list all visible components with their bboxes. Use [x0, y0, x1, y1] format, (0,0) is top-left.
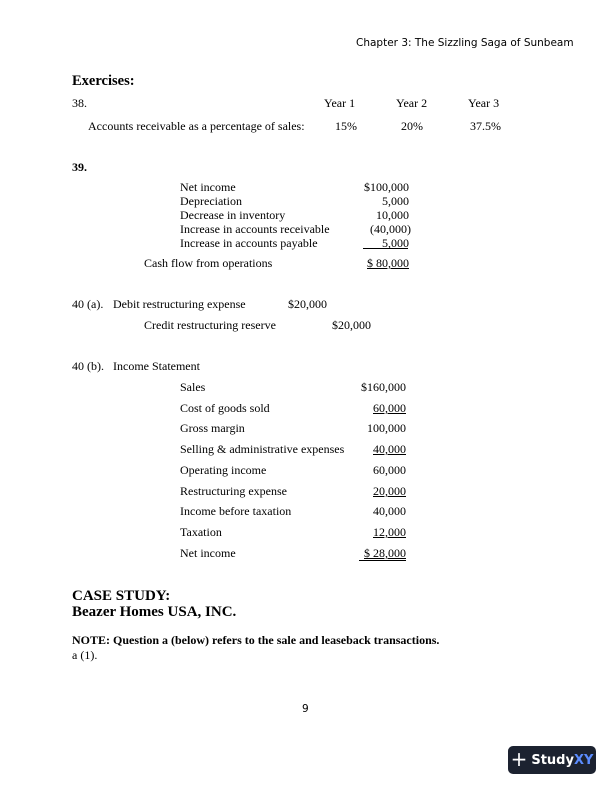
- income-row-label: Gross margin: [180, 421, 245, 435]
- year-1-header: Year 1: [324, 96, 356, 110]
- studyxy-logo: [508, 746, 596, 774]
- year-3-value: 37.5%: [470, 119, 501, 133]
- journal-debit-label: Debit restructuring expense: [113, 297, 246, 311]
- income-row-label: Taxation: [180, 525, 222, 539]
- cash-flow-total-label: Cash flow from operations: [144, 256, 273, 270]
- cash-flow-row-value: $100,000: [364, 180, 409, 194]
- year-2-header: Year 2: [396, 96, 428, 110]
- income-row-label: Sales: [180, 380, 206, 394]
- cash-flow-total-value: $ 80,000: [367, 256, 409, 270]
- question-number: 40 (b).: [72, 359, 104, 373]
- income-row-value: 40,000: [373, 504, 406, 518]
- journal-debit-value: $20,000: [288, 297, 327, 311]
- case-study-company: Beazer Homes USA, INC.: [72, 604, 237, 620]
- income-statement-title: Income Statement: [113, 359, 200, 373]
- income-row-label: Operating income: [180, 463, 267, 477]
- ar-percentage-label: Accounts receivable as a percentage of sales:: [88, 119, 305, 133]
- year-3-header: Year 3: [468, 96, 500, 110]
- cash-flow-row-label: Net income: [180, 180, 236, 194]
- income-row-value: 20,000: [373, 484, 406, 498]
- cash-flow-row-label: Depreciation: [180, 194, 242, 208]
- income-row-value: 100,000: [367, 421, 406, 435]
- cash-flow-row-label: Increase in accounts payable: [180, 236, 318, 250]
- cash-flow-row-value: 5,000: [382, 236, 409, 250]
- income-row-value: $ 28,000: [364, 546, 406, 560]
- cash-flow-row-label: Decrease in inventory: [180, 208, 286, 222]
- income-row-value: 40,000: [373, 442, 406, 456]
- double-underline-rule: [359, 560, 406, 561]
- exercises-heading: Exercises:: [72, 73, 135, 89]
- income-row-value: 12,000: [373, 525, 406, 539]
- page-number: 9: [302, 703, 309, 715]
- cash-flow-row-value: 10,000: [376, 208, 409, 222]
- question-number: 40 (a).: [72, 297, 104, 311]
- income-row-value: 60,000: [373, 401, 406, 415]
- case-study-item: a (1).: [72, 648, 98, 662]
- cash-flow-row-value: (40,000): [370, 222, 411, 236]
- chapter-header: Chapter 3: The Sizzling Saga of Sunbeam: [356, 37, 574, 49]
- case-study-note: NOTE: Question a (below) refers to the sale and leaseback transactions.: [72, 633, 440, 647]
- year-2-value: 20%: [401, 119, 423, 133]
- case-study-heading: CASE STUDY:: [72, 588, 171, 604]
- income-row-label: Net income: [180, 546, 236, 560]
- cash-flow-row-label: Increase in accounts receivable: [180, 222, 330, 236]
- journal-credit-value: $20,000: [332, 318, 371, 332]
- subtotal-rule: [363, 248, 408, 249]
- brand-text-study: Study: [531, 752, 574, 768]
- income-row-value: $160,000: [361, 380, 406, 394]
- brand-text-xy: XY: [573, 752, 594, 768]
- income-row-label: Cost of goods sold: [180, 401, 270, 415]
- cash-flow-row-value: 5,000: [382, 194, 409, 208]
- income-row-label: Restructuring expense: [180, 484, 287, 498]
- plus-icon: +: [510, 747, 528, 771]
- question-number: 39.: [72, 160, 87, 174]
- income-row-value: 60,000: [373, 463, 406, 477]
- year-1-value: 15%: [335, 119, 357, 133]
- income-row-label: Income before taxation: [180, 504, 292, 518]
- income-row-label: Selling & administrative expenses: [180, 442, 345, 456]
- question-number: 38.: [72, 96, 87, 110]
- journal-credit-label: Credit restructuring reserve: [144, 318, 276, 332]
